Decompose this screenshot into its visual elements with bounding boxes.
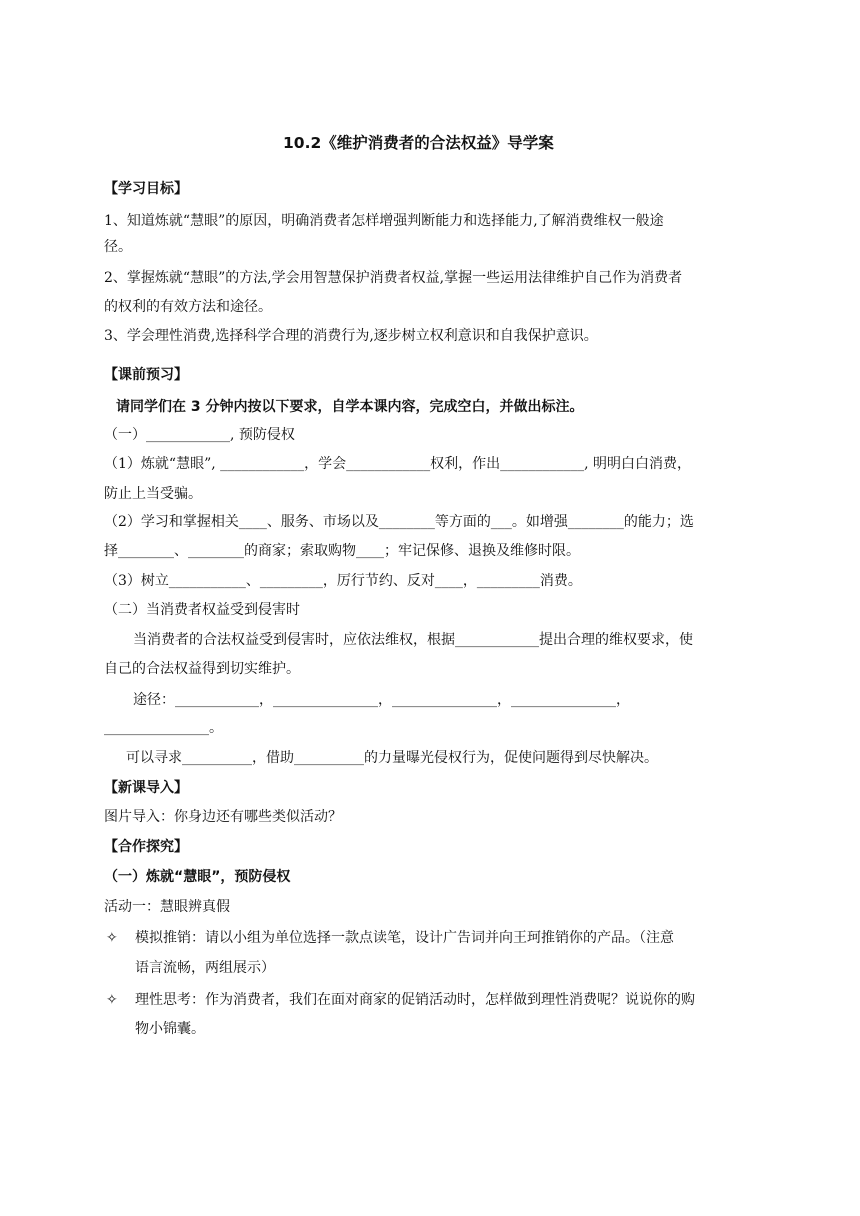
bullet-item-2: 理性思考：作为消费者，我们在面对商家的促销活动时，怎样做到理性消费呢？说说你的购 [135,992,695,1008]
section-heading-intro: 【新课导入】 [104,780,188,796]
intro-text: 图片导入：你身边还有哪些类似活动？ [104,809,342,825]
goal-2: 2、掌握炼就“慧眼”的方法,学会用智慧保护消费者权益,掌握一些运用法律维护自己作为消费者 [104,270,683,286]
preview-item-6: 当消费者的合法权益受到侵害时，应依法维权，根据____________提出合理的维权要求，使 [133,632,693,648]
preview-item-1: （一）____________, 预防侵权 [104,427,295,443]
explore-subheading: （一）炼就“慧眼”，预防侵权 [104,869,291,885]
bullet-item-2-cont: 物小锦囊。 [135,1021,205,1037]
page-title: 10.2《维护消费者的合法权益》导学案 [283,134,554,152]
preview-instruction: 请同学们在 3 分钟内按以下要求，自学本课内容，完成空白，并做出标注。 [116,399,584,415]
preview-item-3: （2）学习和掌握相关____、服务、市场以及________等方面的___。如增强________的能力；选 [104,514,694,530]
activity-title: 活动一：慧眼辨真假 [104,899,230,915]
preview-item-2-cont: 防止上当受骗。 [104,486,202,502]
bullet-item-1-cont: 语言流畅，两组展示） [135,960,275,976]
preview-item-4: （3）树立___________、_________，厉行节约、反对____，_________消费。 [104,573,582,589]
goal-1: 1、知道炼就“慧眼”的原因，明确消费者怎样增强判断能力和选择能力,了解消费维权一般途 [104,213,664,229]
preview-item-2: （1）炼就“慧眼”, ____________，学会____________权利，作出____________, 明明白白消费， [104,456,692,472]
bullet-item-1: 模拟推销：请以小组为单位选择一款点读笔，设计广告词并向王珂推销你的产品。（注意 [135,930,674,946]
preview-item-5: （二）当消费者权益受到侵害时 [104,602,300,618]
preview-item-6-cont: 自己的合法权益得到切实维护。 [104,661,300,677]
preview-item-7-cont: _______________。 [104,720,223,736]
goal-2-cont: 的权利的有效方法和途径。 [104,299,272,315]
bullet-star-icon: ✧ [106,930,118,946]
section-heading-goals: 【学习目标】 [104,181,188,197]
preview-item-8: 可以寻求__________，借助__________的力量曝光侵权行为，促使问题得到尽快解决。 [126,750,658,766]
section-heading-preview: 【课前预习】 [104,367,188,383]
preview-item-3-cont: 择________、________的商家；索取购物____；牢记保修、退换及维修时限。 [104,543,580,559]
section-heading-explore: 【合作探究】 [104,839,188,855]
goal-3: 3、学会理性消费,选择科学合理的消费行为,逐步树立权利意识和自我保护意识。 [104,328,598,344]
goal-1-cont: 径。 [104,239,132,255]
bullet-star-icon: ✧ [106,992,118,1008]
preview-item-7: 途径：____________，_______________，_______________，_______________， [133,692,630,708]
